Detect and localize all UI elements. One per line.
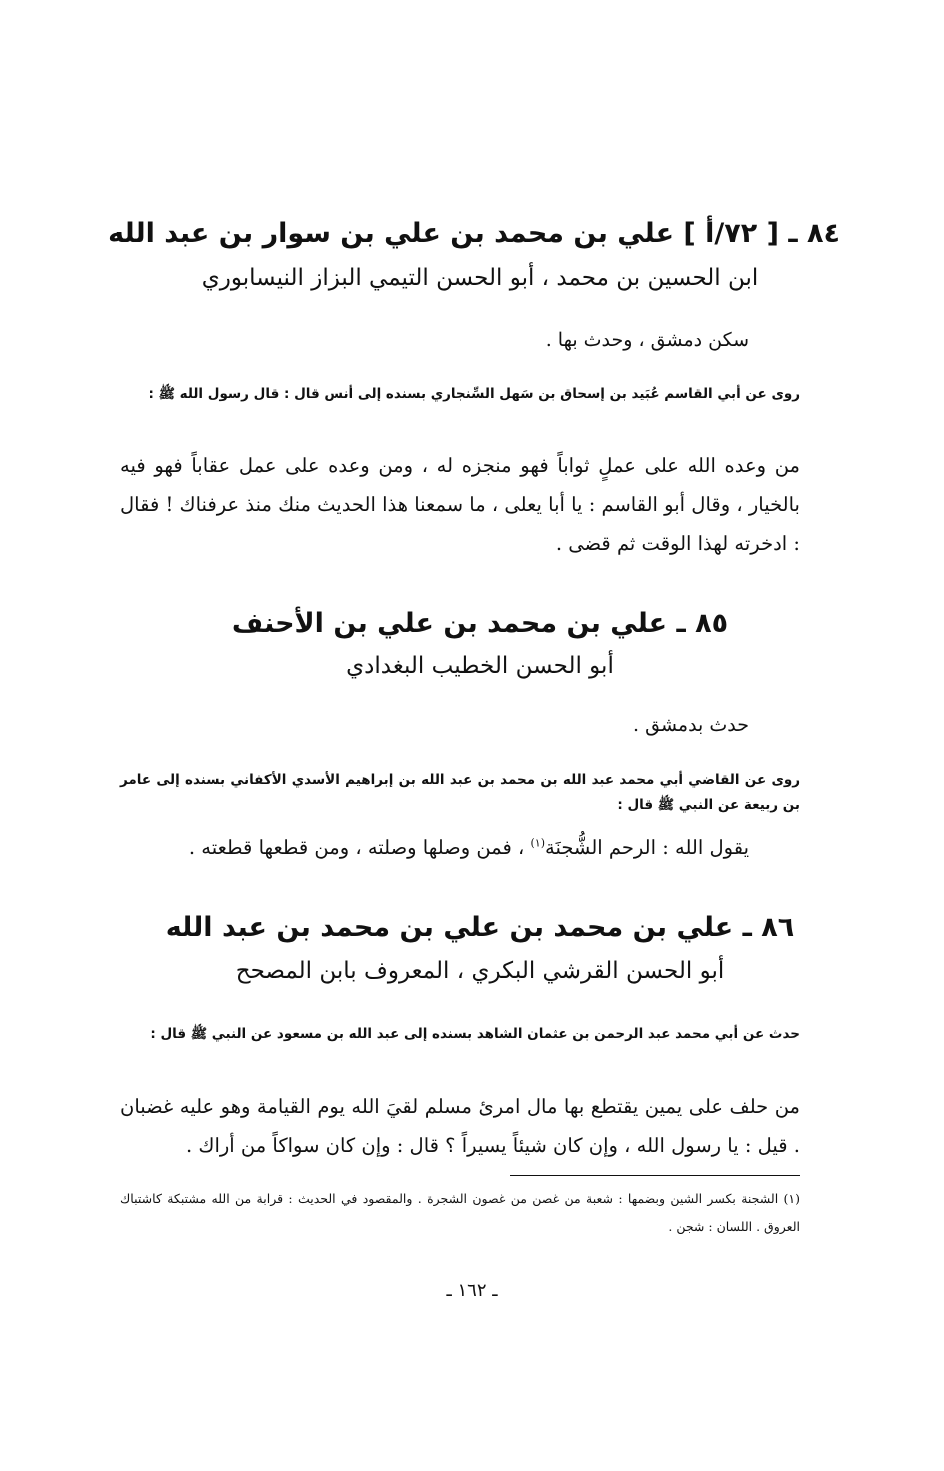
entry-86-chain: حدث عن أبي محمد عبد الرحمن بن عثمان الشاهد بسنده إلى عبد الله بن مسعود عن النبي ﷺ قال : — [150, 1026, 800, 1042]
entry-84-intro: سكن دمشق ، وحدث بها . — [545, 329, 749, 351]
entry-85-chain: روى عن القاضي أبي محمد عبد الله بن محمد بن عبد الله بن إبراهيم الأسدي الأكفاني بسنده إلى عامر بن ربيعة عن النبي ﷺ قال : — [120, 772, 800, 813]
page-number: ـ ١٦٢ ـ — [446, 1280, 498, 1301]
entry-85-title: ٨٥ ـ علي بن محمد بن علي بن الأحنف — [231, 608, 729, 639]
entry-86-hadith: من حلف على يمين يقتطع بها مال امرئ مسلم لقيَ الله يوم القيامة وهو عليه غضبان . قيل : يا رسول الله ، وإن كان شيئاً يسيراً ؟ قال : وإن كان سواكاً من أراك . — [120, 1095, 800, 1157]
entry-85-hadith-start: يقول الله : الرحم الشُّجنَة — [545, 836, 749, 859]
entry-86-title: ٨٦ ـ علي بن محمد بن علي بن محمد بن عبد الله — [165, 912, 795, 943]
entry-86-subtitle: أبو الحسن القرشي البكري ، المعروف بابن المصحح — [235, 958, 725, 984]
footnote-marker: (١) — [530, 836, 545, 850]
entry-85-subtitle: أبو الحسن الخطيب البغدادي — [346, 653, 614, 679]
entry-85-hadith — [189, 836, 749, 859]
entry-85-intro: حدث بدمشق . — [633, 714, 749, 736]
entry-85-hadith-end: ، فمن وصلها وصلته ، ومن قطعها قطعته . — [188, 836, 531, 859]
entry-84-hadith: من وعده الله على عملٍ ثواباً فهو منجزه له ، ومن وعده على عمل عقاباً فهو فيه بالخيار ، وقال أبو القاسم : يا أبا يعلى ، ما سمعنا هذا الحديث منك منذ عرفناك ! فقال : ادخرته لهذا الوقت ثم قضى . — [120, 454, 800, 555]
entry-84-chain: روى عن أبي القاسم عُبَيد بن إسحاق بن سَهل السِّنجاري بسنده إلى أنس قال : قال رسول الله ﷺ : — [148, 386, 800, 402]
footnote: (١) الشجنة بكسر الشين وبضمها : شعبة من غصن من غصون الشجرة . والمقصود في الحديث : قرابة من الله مشتبكة كاشتباك العروق . اللسان : شجن . — [120, 1191, 800, 1234]
entry-84-subtitle: ابن الحسين بن محمد ، أبو الحسن التيمي البزاز النيسابوري — [201, 265, 759, 291]
entry-84-title: ٨٤ ـ [ ٧٢/أ ] علي بن محمد بن علي بن سوار بن عبد الله — [108, 218, 840, 249]
footnote-separator — [510, 1175, 800, 1176]
